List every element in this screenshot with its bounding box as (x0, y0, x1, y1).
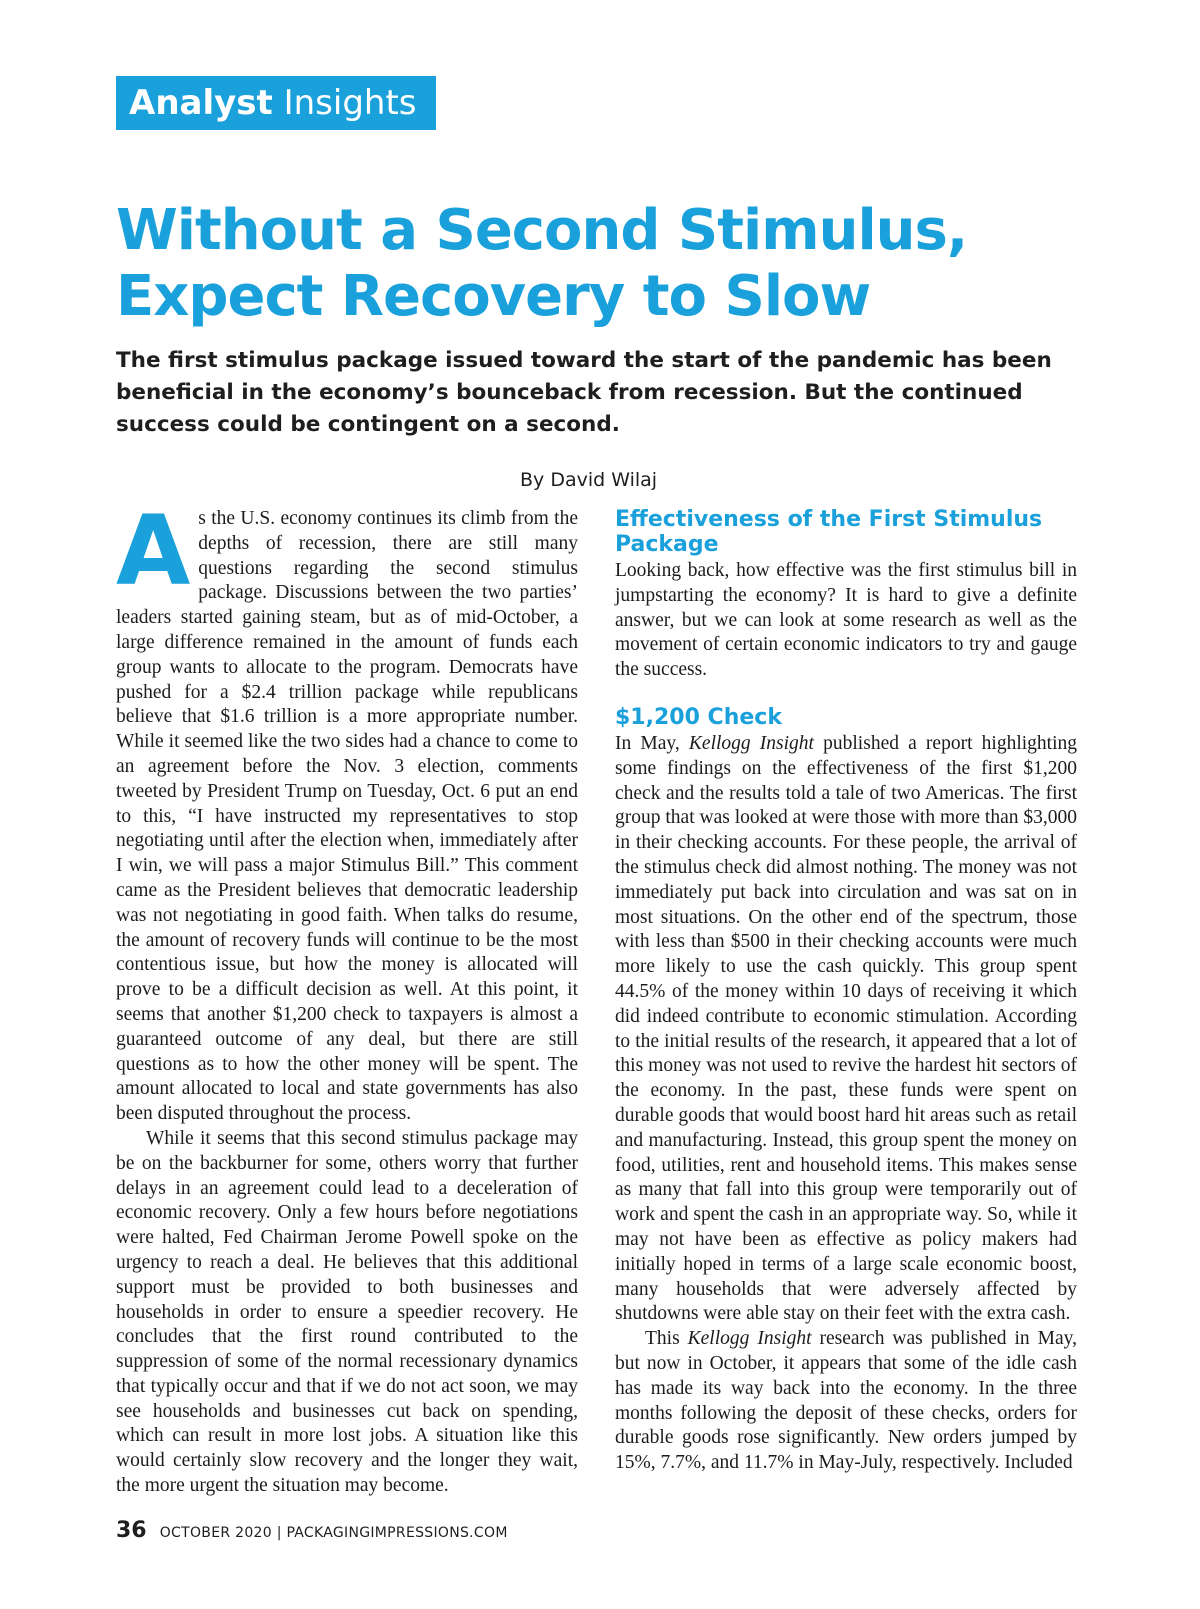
article-deck (116, 345, 1052, 441)
left-column (116, 495, 578, 1499)
article-headline (116, 198, 1096, 330)
right-paragraph-3-lead: This (645, 1328, 680, 1350)
section-tag (116, 76, 436, 130)
deck-line-2: beneficial in the economy’s bounceback from recession. But the continued (116, 380, 1023, 405)
page-footer (116, 1518, 508, 1543)
subhead-check: $1,200 Check (615, 704, 782, 730)
subhead-effectiveness: Effectiveness of the First Stimulus Package (615, 507, 1043, 557)
right-column (615, 507, 1077, 1476)
section-tag-light: Insights (283, 83, 417, 123)
right-paragraph-3 (615, 1327, 1077, 1476)
right-paragraph-2-body: published a report highlighting some findings on the effectiveness of the first $1,200 check and the results told a tale of two Americas. The first group that was looked at were those with more than $3,000 in their checking accounts. For these people, the arrival of the stimulus check did almost nothing. The money was not immediately put back into circulation and was sat on in most situations. On the other end of the spectrum, those with less than $500 in their checking accounts were much more likely to use the cash quickly. This group spent 44.5% of the money within 10 days of receiving it which did indeed contribute to economic stimulation. According to the initial results of the research, it appeared that a lot of this money was not used to revive the hardest hit sectors of the economy. In the past, these funds were spent on durable goods that would boost hard hit areas such as retail and manufacturing. Instead, this group spent the money on food, utilities, rent and household items. This makes sense as many that fall into this group were temporarily out of work and spent the cash in an appropriate way. So, while it may not have been as effective as policy makers had initially hoped in terms of a large scale economic boost, many households that were adversely affected by shutdowns were able stay on their feet with the extra cash. (615, 732, 1077, 1325)
right-paragraph-3-body: research was published in May, but now in October, it appears that some of the idle cash has made its way back into the economy. In the three months following the deposit of these checks, orders for durable goods rose significantly. New orders jumped by 15%, 7.7%, and 11.7% in May-July, respectively. Included (615, 1328, 1077, 1474)
right-paragraph-2 (615, 732, 1077, 1327)
drop-cap: A (116, 495, 191, 607)
headline-line-1: Without a Second Stimulus, (116, 198, 968, 263)
deck-line-3: success could be contingent on a second. (116, 412, 620, 437)
right-paragraph-1: Looking back, how effective was the first stimulus bill in jumpstarting the economy? It is hard to give a definite answer, but we can look at some research as well as the movement of certain economic indicators to try and gauge the success. (615, 560, 1077, 681)
footer-info: OCTOBER 2020 | PACKAGINGIMPRESSIONS.COM (159, 1525, 508, 1541)
left-paragraph-1: s the U.S. economy continues its climb from the depths of recession, there are still many questions regarding the second stimulus package. Discussions between the two parties’ leaders started gaining steam, but as of mid-October, a large difference remained in the amount of funds each group wants to allocate to the program. Democrats have pushed for a $2.4 trillion package while republicans believe that $1.6 trillion is a more appropriate number. While it seemed like the two sides had a chance to come to an agreement before the Nov. 3 election, comments tweeted by President Trump on Tuesday, Oct. 6 put an end to this, “I have instructed my representatives to stop negotiating until after the election when, immediately after I win, we will pass a major Stimulus Bill.” This comment came as the President believes that democratic leadership was not negotiating in good faith. When talks do resume, the amount of recovery funds will continue to be the most contentious issue, but how the money is allocated will prove to be a difficult decision as well. At this point, it seems that another $1,200 check to taxpayers is almost a guaranteed outcome of any deal, but there are still questions as to how the other money will be spent. The amount allocated to local and state governments has also been disputed throughout the process. (116, 508, 578, 1125)
page-number: 36 (116, 1518, 147, 1543)
publication-name: Kellogg Insight (687, 1328, 812, 1350)
deck-line-1: The first stimulus package issued toward the start of the pandemic has been (116, 348, 1052, 373)
left-paragraph-2: While it seems that this second stimulus package may be on the backburner for some, others worry that further delays in an agreement could lead to a deceleration of economic recovery. Only a few hours before negotiations were halted, Fed Chairman Jerome Powell spoke on the urgency to reach a deal. He believes that this additional support must be provided to both businesses and households in order to ensure a speedier recovery. He concludes that the first round contributed to the suppression of some of the normal recessionary dynamics that typically occur and that if we do not act soon, we may see households and businesses cut back on spending, which can result in more lost jobs. A situation like this would certainly slow recovery and the longer they wait, the more urgent the situation may become. (116, 1127, 578, 1497)
publication-name: Kellogg Insight (688, 732, 814, 754)
byline: By David Wilaj (520, 469, 658, 491)
section-tag-bold: Analyst (129, 83, 273, 123)
right-paragraph-2-lead: In May, (615, 732, 680, 754)
headline-line-2: Expect Recovery to Slow (116, 264, 871, 329)
